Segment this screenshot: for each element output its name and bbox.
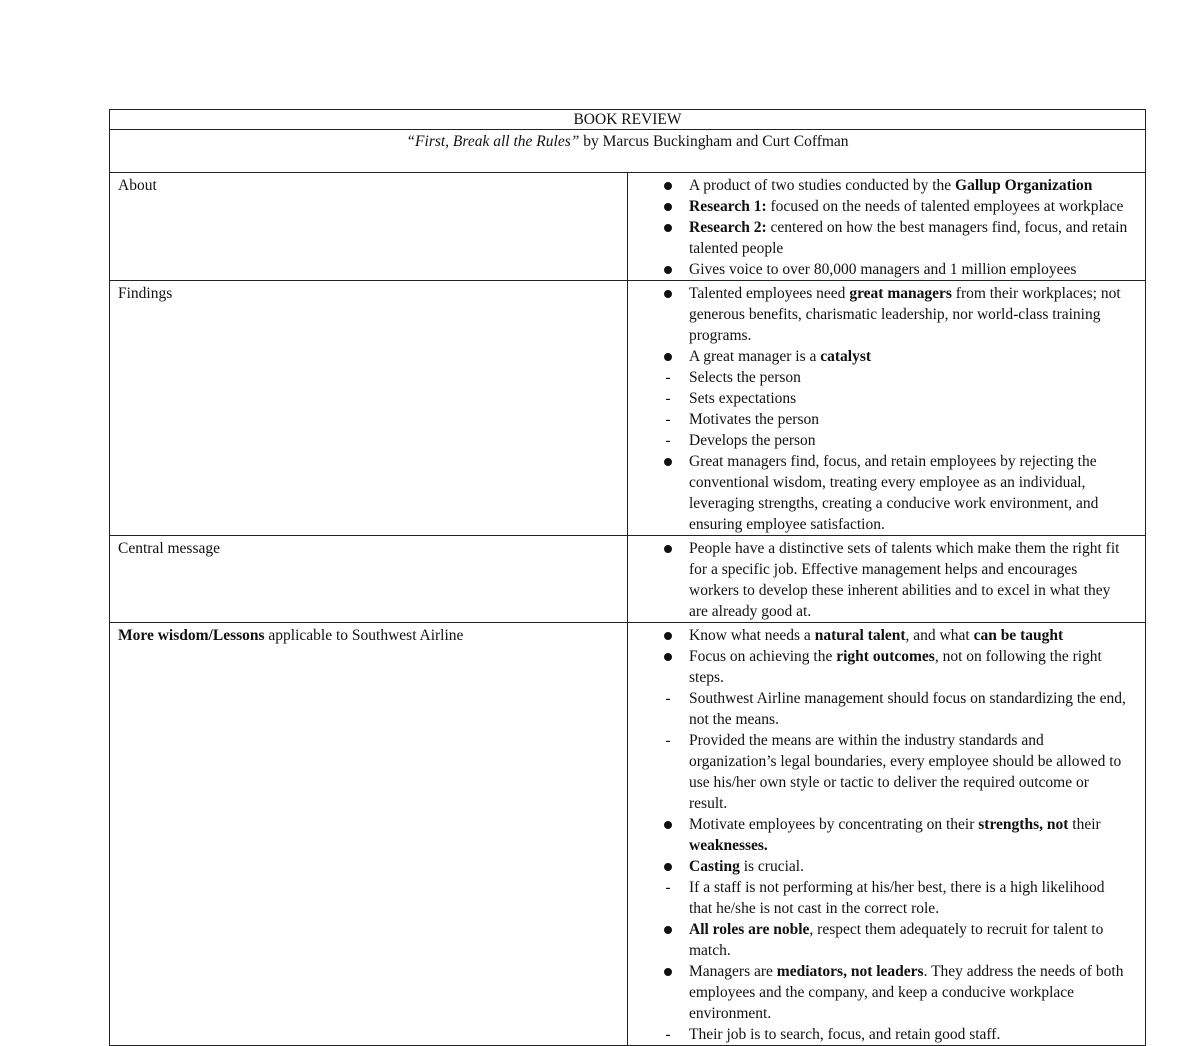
list-item [628,961,1145,1024]
list-item [628,409,1145,430]
item-text: Develops the person [689,432,816,449]
list-item [628,451,1145,535]
row-central-message [110,536,1146,623]
list-item [628,346,1145,367]
dash-icon [658,388,678,409]
list-item [628,1024,1145,1045]
subheader-row [110,130,1146,173]
row-label-more-wisdom [110,623,628,1046]
emphasis-text: strengths, not [978,816,1069,833]
bullet-icon [658,919,678,940]
dash-icon [658,430,678,451]
bullet-icon [658,856,678,877]
header-row [110,110,1146,130]
emphasis-text: can be taught [973,627,1064,644]
item-text: Sets expectations [689,390,797,407]
item-text: Provided the means are within the industry standards and organization’s legal boundaries, every employee should be allowed to use his/her own style or tactic to deliver the required outcome or result. [689,732,1122,812]
row-more-wisdom [110,623,1146,1046]
row-label-central-message [110,536,628,623]
dash-icon [658,1024,678,1045]
emphasis-text: More wisdom/Lessons [118,627,265,644]
dash-icon [658,730,678,751]
emphasis-text: All roles are noble [689,921,810,938]
item-text: A product of two studies conducted by the [689,177,956,194]
row-label-text: Findings [118,285,173,302]
list-item [628,388,1145,409]
list-item [628,856,1145,877]
book-review-table [109,109,1146,1046]
list-item [628,367,1145,388]
item-text: is crucial. [739,858,804,875]
list-item [628,814,1145,856]
item-text: Selects the person [689,369,801,386]
item-text: . They address the needs of both employees and the company, and keep a conducive workplace environment. [689,963,1124,1022]
list-item [628,919,1145,961]
item-text: centered on how the best managers find, focus, and retain talented people [689,219,1128,257]
emphasis-text: natural talent [814,627,906,644]
emphasis-text: great managers [849,285,952,302]
bullet-icon [658,625,678,646]
item-text: If a staff is not performing at his/her best, there is a high likelihood that he/she is not cast in the correct role. [689,879,1105,917]
list-item [628,196,1145,217]
item-text: from their workplaces; not generous benefits, charismatic leadership, nor world-class training programs. [689,285,1121,344]
item-text: their [1068,816,1101,833]
item-text: Motivate employees by concentrating on their [689,816,979,833]
list-item [628,217,1145,259]
row-content-about [628,173,1146,281]
row-content-findings [628,281,1146,536]
list-item [628,283,1145,346]
dash-icon [658,688,678,709]
emphasis-text: catalyst [820,348,872,365]
item-text: A great manager is a [689,348,821,365]
about-list [628,175,1145,280]
emphasis-text: Research 1: [689,198,767,215]
book-citation [110,130,1146,173]
item-text: focused on the needs of talented employees at workplace [766,198,1124,215]
dash-icon [658,877,678,898]
item-text: , and what [905,627,974,644]
list-item [628,730,1145,814]
book-authors: by Marcus Buckingham and Curt Coffman [579,133,849,150]
bullet-icon [658,538,678,559]
list-item [628,538,1145,622]
emphasis-text: Research 2: [689,219,767,236]
item-text: Southwest Airline management should focus on standardizing the end, not the means. [689,690,1126,728]
row-label-text: Central message [118,540,221,557]
central-message-list [628,538,1145,622]
item-text: Focus on achieving the [689,648,837,665]
bullet-icon [658,646,678,667]
bullet-icon [658,346,678,367]
more-wisdom-list [628,625,1145,1045]
list-item [628,646,1145,688]
bullet-icon [658,217,678,238]
findings-list [628,283,1145,535]
row-about [110,173,1146,281]
item-text: Their job is to search, focus, and retain good staff. [689,1026,1001,1043]
review-title [110,110,1146,130]
book-title: “First, Break all the Rules” [406,133,580,150]
row-findings [110,281,1146,536]
row-content-central-message [628,536,1146,623]
list-item [628,877,1145,919]
emphasis-text: Casting [689,858,740,875]
item-text: People have a distinctive sets of talents which make them the right fit for a specific job. Effective management helps and encourages workers to develop these inherent abilities and to excel in what they are already good at. [689,540,1120,620]
row-label-text: About [118,177,157,194]
item-text: Great managers find, focus, and retain employees by rejecting the conventional wisdom, treating every employee as an individual, leveraging strengths, creating a conducive work environment, and ensuring employee satisfaction. [689,453,1099,533]
bullet-icon [658,283,678,304]
item-text: Know what needs a [689,627,815,644]
emphasis-text: Gallup Organization [955,177,1093,194]
bullet-icon [658,814,678,835]
emphasis-text: mediators, not leaders [776,963,924,980]
list-item [628,688,1145,730]
review-title-text: BOOK REVIEW [573,111,682,128]
item-text: Managers are [689,963,777,980]
item-text: Talented employees need [689,285,850,302]
list-item [628,175,1145,196]
row-label-about [110,173,628,281]
emphasis-text: weaknesses. [689,837,768,854]
row-content-more-wisdom [628,623,1146,1046]
dash-icon [658,367,678,388]
item-text: applicable to Southwest Airline [264,627,464,644]
bullet-icon [658,175,678,196]
row-label-text [118,625,627,646]
list-item [628,430,1145,451]
bullet-icon [658,259,678,280]
emphasis-text: right outcomes [836,648,935,665]
item-text: Gives voice to over 80,000 managers and 1 million employees [689,261,1077,278]
bullet-icon [658,196,678,217]
list-item [628,625,1145,646]
row-label-findings [110,281,628,536]
item-text: , respect them adequately to recruit for talent to match. [689,921,1104,959]
bullet-icon [658,451,678,472]
list-item [628,259,1145,280]
item-text: Motivates the person [689,411,820,428]
dash-icon [658,409,678,430]
item-text: , not on following the right steps. [689,648,1102,686]
bullet-icon [658,961,678,982]
